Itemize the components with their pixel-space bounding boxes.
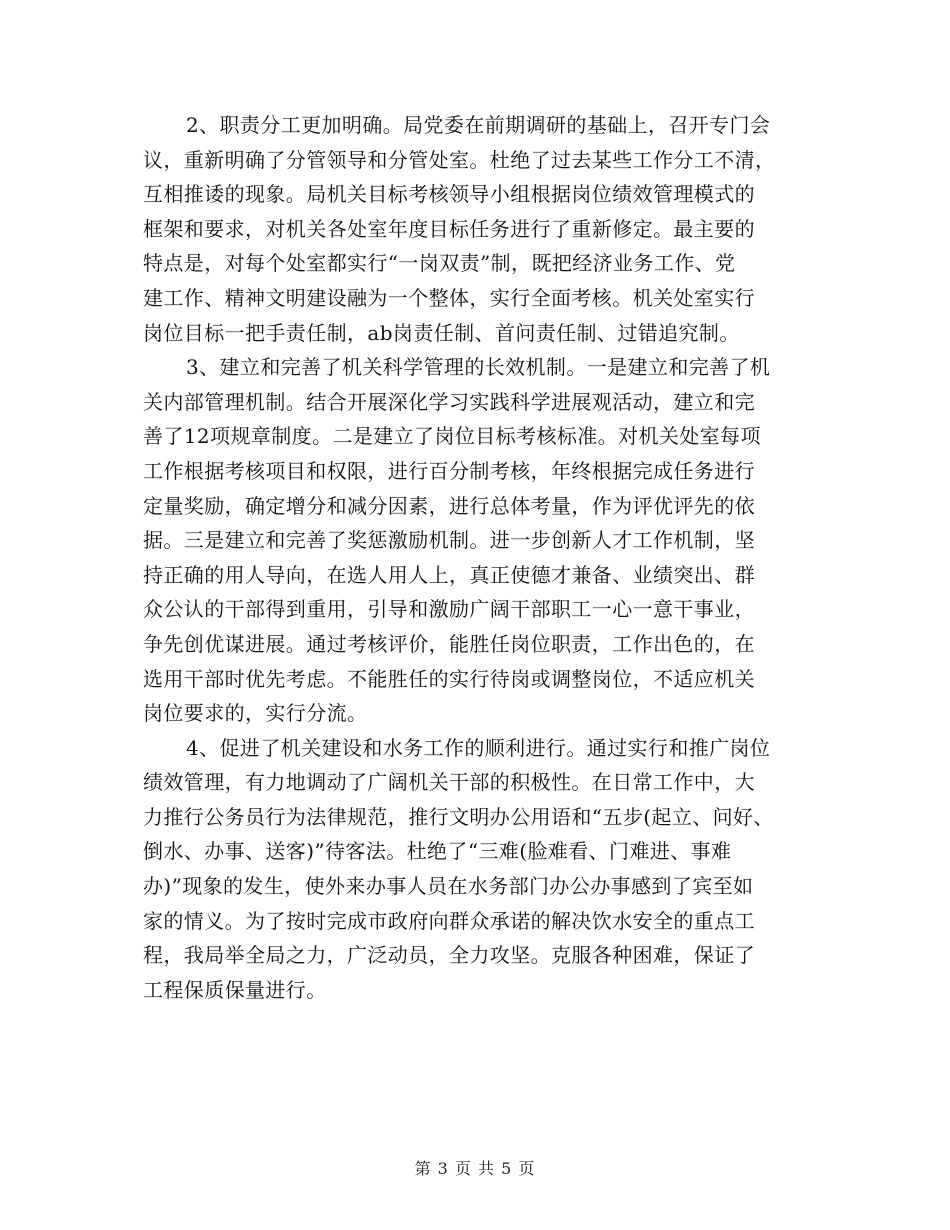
paragraph-3 <box>143 350 819 731</box>
text-line: 据。三是建立和完善了奖惩激励机制。进一步创新人才工作机制，坚 <box>143 528 755 553</box>
text-line: 办)”现象的发生，使外来办事人员在水务部门办公办事感到了宾至如 <box>143 874 754 899</box>
text-line: 岗位要求的，实行分流。 <box>143 701 368 726</box>
text-line: 倒水、办事、送客)”待客法。杜绝了“三难(脸难看、门难进、事难 <box>143 839 732 864</box>
text-line: 程，我局举全局之力，广泛动员，全力攻坚。克服各种困难，保证了 <box>143 943 755 968</box>
text-line: 关内部管理机制。结合开展深化学习实践科学进展观活动，建立和完 <box>143 389 755 414</box>
text-line: 争先创优谋进展。通过考核评价，能胜任岗位职责，工作出色的，在 <box>143 631 755 656</box>
text-line: 岗位目标一把手责任制，ab岗责任制、首问责任制、过错追究制。 <box>143 320 740 345</box>
text-line: 3、建立和完善了机关科学管理的长效机制。一是建立和完善了机 <box>186 355 771 380</box>
text-line: 互相推诿的现象。局机关目标考核领导小组根据岗位绩效管理模式的 <box>143 182 755 207</box>
text-line: 2、职责分工更加明确。局党委在前期调研的基础上，召开专门会 <box>186 113 771 137</box>
text-line: 绩效管理，有力地调动了广阔机关干部的积极性。在日常工作中，大 <box>143 770 755 795</box>
text-line: 选用干部时优先考虑。不能胜任的实行待岗或调整岗位，不适应机关 <box>143 666 755 691</box>
text-line: 持正确的用人导向，在选人用人上，真正使德才兼备、业绩突出、群 <box>143 562 755 587</box>
text-line: 力推行公务员行为法律规范，推行文明办公用语和“五步(起立、问好、 <box>143 804 774 829</box>
text-line: 定量奖励，确定增分和减分因素，进行总体考量，作为评优评先的依 <box>143 493 755 518</box>
text-line: 4、促进了机关建设和水务工作的顺利进行。通过实行和推广岗位 <box>186 735 771 760</box>
text-line: 特点是，对每个处室都实行“一岗双责”制，既把经济业务工作、党 <box>143 251 736 276</box>
paragraph-2 <box>143 108 819 350</box>
paragraph-4 <box>143 731 819 1008</box>
document-body <box>143 108 819 1007</box>
text-line: 议，重新明确了分管领导和分管处室。杜绝了过去某些工作分工不清， <box>143 147 776 172</box>
text-line: 家的情义。为了按时完成市政府向群众承诺的解决饮水安全的重点工 <box>143 908 755 933</box>
text-line: 工程保质保量进行。 <box>143 977 327 1002</box>
text-line: 建工作、精神文明建设融为一个整体，实行全面考核。机关处室实行 <box>143 285 755 310</box>
text-line: 众公认的干部得到重用，引导和激励广阔干部职工一心一意干事业， <box>143 597 755 622</box>
text-line: 工作根据考核项目和权限，进行百分制考核，年终根据完成任务进行 <box>143 458 755 483</box>
text-line: 善了12项规章制度。二是建立了岗位目标考核标准。对机关处室每项 <box>143 424 761 449</box>
text-line: 框架和要求，对机关各处室年度目标任务进行了重新修定。最主要的 <box>143 216 755 241</box>
page-number-footer: 第 3 页 共 5 页 <box>414 1159 536 1178</box>
